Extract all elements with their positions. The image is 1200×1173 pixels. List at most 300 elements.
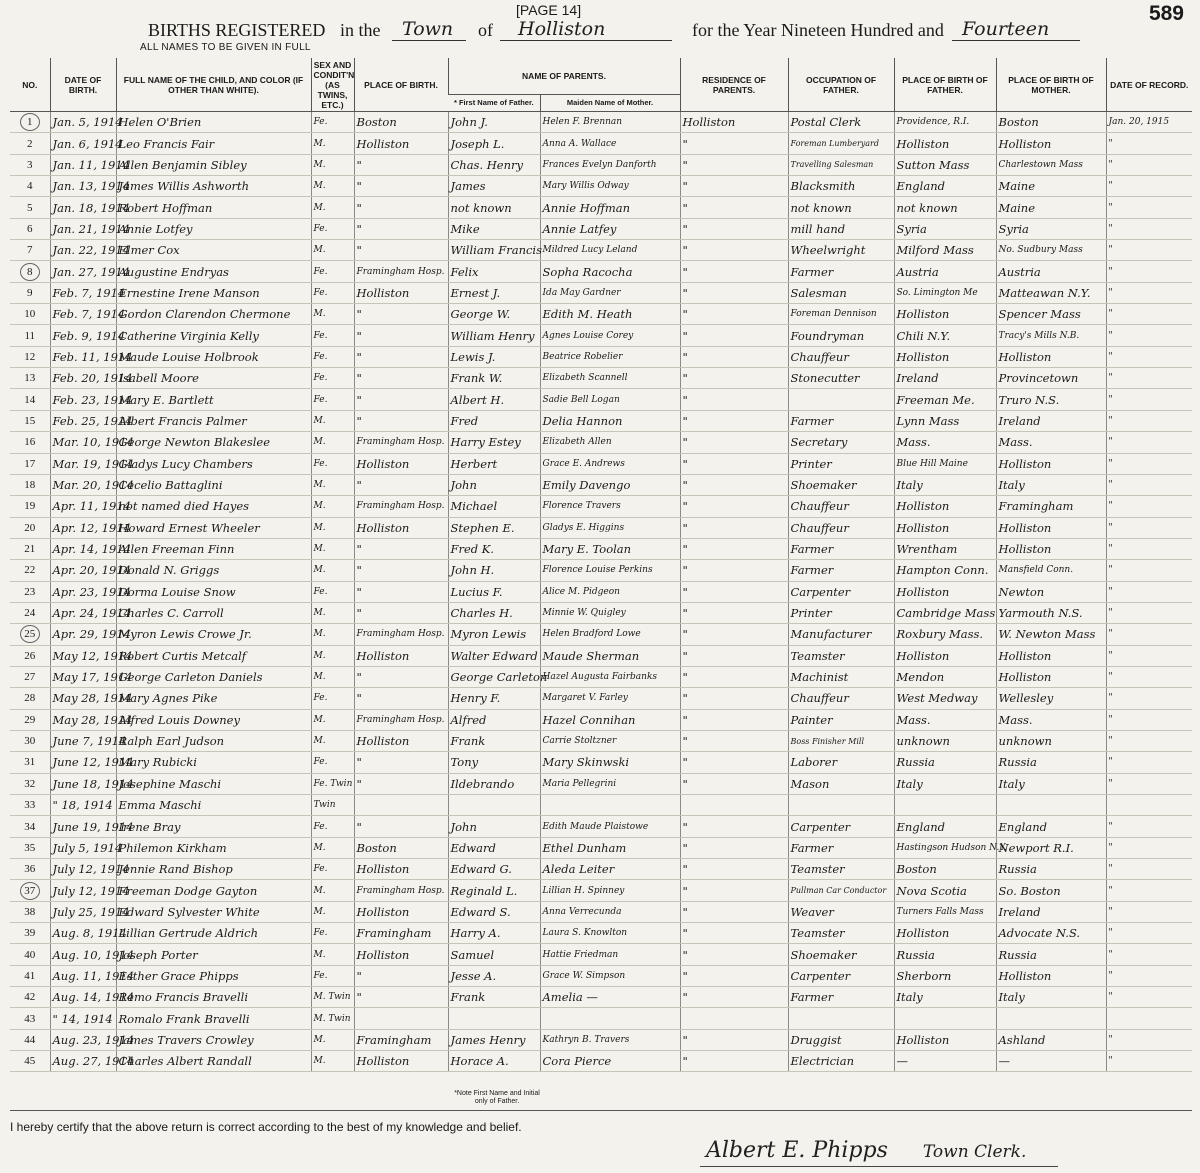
table-cell: M. [311, 944, 354, 965]
row-number: 23 [24, 585, 36, 598]
table-cell: Aug. 23, 1914 [50, 1029, 116, 1050]
table-cell: " [680, 389, 788, 410]
table-cell: Holliston [894, 304, 996, 325]
table-cell: Painter [788, 709, 894, 730]
table-cell: Feb. 9, 1914 [50, 325, 116, 346]
table-cell [10, 325, 50, 346]
table-cell: " [1106, 197, 1192, 218]
table-cell: M. [311, 709, 354, 730]
row-number: 11 [24, 329, 36, 342]
table-cell: Frank W. [448, 368, 540, 389]
table-cell: Russia [894, 944, 996, 965]
table-cell: Fe. [311, 368, 354, 389]
table-cell: " [1106, 624, 1192, 645]
table-cell: " [680, 240, 788, 261]
row-number: 21 [24, 543, 36, 556]
table-cell: Holliston [354, 133, 448, 154]
table-cell: Alice M. Pidgeon [540, 581, 680, 602]
table-cell: Farmer [788, 987, 894, 1008]
row-number: 6 [27, 222, 33, 235]
table-cell: Carrie Stoltzner [540, 730, 680, 751]
table-row [10, 880, 1192, 901]
table-row [10, 154, 1192, 175]
table-cell: Cambridge Mass [894, 602, 996, 623]
table-cell [1106, 1008, 1192, 1029]
table-cell: Advocate N.S. [996, 923, 1106, 944]
table-cell: Shoemaker [788, 474, 894, 495]
table-cell: Holliston [996, 453, 1106, 474]
table-cell: " [680, 901, 788, 922]
table-cell: " [1106, 730, 1192, 751]
table-cell: Sopha Racocha [540, 261, 680, 282]
row-number: 29 [24, 713, 36, 726]
row-number: 34 [24, 820, 36, 833]
table-cell: Fe. [311, 346, 354, 367]
table-cell: Edward Sylvester White [116, 901, 311, 922]
table-cell: Mary Rubicki [116, 752, 311, 773]
table-cell: Lillian H. Spinney [540, 880, 680, 901]
table-row [10, 560, 1192, 581]
table-row [10, 325, 1192, 346]
table-cell: Farmer [788, 560, 894, 581]
table-cell: " [354, 346, 448, 367]
table-cell: Annie Lotfey [116, 218, 311, 239]
table-cell: Ireland [894, 368, 996, 389]
table-cell: Laura S. Knowlton [540, 923, 680, 944]
table-cell: Florence Louise Perkins [540, 560, 680, 581]
table-cell [10, 154, 50, 175]
table-cell: James [448, 176, 540, 197]
table-cell: Edward G. [448, 859, 540, 880]
table-cell: John [448, 816, 540, 837]
table-cell: Feb. 20, 1914 [50, 368, 116, 389]
table-cell: Framingham [354, 923, 448, 944]
table-cell: Feb. 7, 1914 [50, 304, 116, 325]
table-cell: Mar. 10, 1914 [50, 432, 116, 453]
table-cell: not known [894, 197, 996, 218]
row-number: 4 [27, 180, 33, 193]
table-row [10, 112, 1192, 133]
table-cell: Holliston [996, 538, 1106, 559]
table-cell [10, 517, 50, 538]
table-cell: Russia [996, 944, 1106, 965]
table-cell: Philemon Kirkham [116, 837, 311, 858]
signature-name: Albert E. Phipps [706, 1138, 888, 1163]
table-cell: Cecelio Battaglini [116, 474, 311, 495]
row-number: 18 [24, 479, 36, 492]
table-cell: " [1106, 816, 1192, 837]
table-cell: Holliston [996, 133, 1106, 154]
table-cell: " [680, 602, 788, 623]
table-cell: Fe. [311, 581, 354, 602]
table-cell: Aug. 10, 1914 [50, 944, 116, 965]
table-cell: " [1106, 389, 1192, 410]
table-cell: Machinist [788, 666, 894, 687]
table-cell: Mary Willis Odway [540, 176, 680, 197]
table-cell [10, 773, 50, 794]
table-cell: Wheelwright [788, 240, 894, 261]
clerk-signature [706, 1138, 1026, 1163]
table-cell: Mass. [996, 432, 1106, 453]
table-cell: " [680, 730, 788, 751]
table-cell: unknown [894, 730, 996, 751]
table-cell: M. [311, 1029, 354, 1050]
table-cell: Charles Albert Randall [116, 1051, 311, 1072]
table-cell: James Willis Ashworth [116, 176, 311, 197]
table-cell: Holliston [894, 645, 996, 666]
table-cell: Margaret V. Farley [540, 688, 680, 709]
table-cell: Mildred Lucy Leland [540, 240, 680, 261]
table-cell: Salesman [788, 282, 894, 303]
table-cell [10, 474, 50, 495]
table-cell: Russia [996, 859, 1106, 880]
table-cell: Mason [788, 773, 894, 794]
table-cell: M. Twin [311, 987, 354, 1008]
table-cell: Italy [996, 987, 1106, 1008]
table-row [10, 688, 1192, 709]
table-cell: Apr. 29, 1914 [50, 624, 116, 645]
table-cell: Teamster [788, 923, 894, 944]
table-cell: Joseph L. [448, 133, 540, 154]
table-cell: Aug. 14, 1914 [50, 987, 116, 1008]
table-cell [448, 1008, 540, 1029]
table-cell: M. [311, 880, 354, 901]
table-row [10, 666, 1192, 687]
table-cell [10, 496, 50, 517]
table-cell: Twin [311, 795, 354, 816]
table-cell: Provincetown [996, 368, 1106, 389]
table-cell: Elizabeth Scannell [540, 368, 680, 389]
table-cell: " [1106, 304, 1192, 325]
table-cell: So. Limington Me [894, 282, 996, 303]
table-cell: Aug. 8, 1914 [50, 923, 116, 944]
table-cell: Chauffeur [788, 517, 894, 538]
table-cell [996, 795, 1106, 816]
row-number: 44 [24, 1033, 36, 1046]
table-cell: Apr. 24, 1914 [50, 602, 116, 623]
table-cell: Myron Lewis [448, 624, 540, 645]
table-cell: Holliston [354, 859, 448, 880]
table-cell: " [1106, 176, 1192, 197]
table-cell: " [680, 560, 788, 581]
table-cell: Maine [996, 176, 1106, 197]
table-cell: So. Boston [996, 880, 1106, 901]
row-number: 5 [27, 201, 33, 214]
table-cell: Druggist [788, 1029, 894, 1050]
table-cell: " [1106, 859, 1192, 880]
table-cell: Alfred [448, 709, 540, 730]
table-cell: Florence Travers [540, 496, 680, 517]
table-cell: " [680, 688, 788, 709]
table-cell: July 25, 1914 [50, 901, 116, 922]
table-cell: Dorma Louise Snow [116, 581, 311, 602]
table-cell: " [354, 176, 448, 197]
table-cell: " [680, 154, 788, 175]
table-cell: Shoemaker [788, 944, 894, 965]
table-cell: Charles C. Carroll [116, 602, 311, 623]
table-cell [10, 965, 50, 986]
table-cell: Jesse A. [448, 965, 540, 986]
table-cell: No. Sudbury Mass [996, 240, 1106, 261]
table-cell: Albert H. [448, 389, 540, 410]
table-cell: M. [311, 666, 354, 687]
table-cell: Italy [894, 773, 996, 794]
table-cell: Weaver [788, 901, 894, 922]
row-number: 40 [24, 948, 36, 961]
table-cell: " 18, 1914 [50, 795, 116, 816]
table-cell: " [354, 965, 448, 986]
table-cell: " [1106, 261, 1192, 282]
table-cell: M. [311, 496, 354, 517]
row-number: 12 [24, 350, 36, 363]
row-number: 19 [24, 500, 36, 513]
year-suffix: Fourteen [962, 18, 1050, 40]
table-cell: Farmer [788, 410, 894, 431]
table-cell: Framingham Hosp. [354, 709, 448, 730]
table-cell: " [680, 517, 788, 538]
table-cell: Fe. [311, 688, 354, 709]
row-number: 8 [20, 263, 40, 281]
table-cell: " [680, 1029, 788, 1050]
table-cell: " [680, 859, 788, 880]
table-cell: Freeman Dodge Gayton [116, 880, 311, 901]
table-cell: " [354, 602, 448, 623]
row-number: 7 [27, 244, 33, 257]
table-cell: Chauffeur [788, 346, 894, 367]
table-cell: M. [311, 432, 354, 453]
table-cell: " [1106, 346, 1192, 367]
table-cell: Frances Evelyn Danforth [540, 154, 680, 175]
table-cell: Helen Bradford Lowe [540, 624, 680, 645]
table-row [10, 709, 1192, 730]
table-cell: Sutton Mass [894, 154, 996, 175]
col-full-name: FULL NAME OF THE CHILD, AND COLOR (IF OTHER THAN WHITE). [116, 58, 311, 112]
table-cell: " 14, 1914 [50, 1008, 116, 1029]
table-cell: Laborer [788, 752, 894, 773]
table-cell: Farmer [788, 837, 894, 858]
table-cell: M. [311, 474, 354, 495]
table-cell: Amelia — [540, 987, 680, 1008]
table-cell: Holliston [894, 923, 996, 944]
table-cell [10, 645, 50, 666]
row-number: 38 [24, 905, 36, 918]
table-cell: not known [448, 197, 540, 218]
table-cell: Jan. 13, 1914 [50, 176, 116, 197]
table-cell: Fe. [311, 923, 354, 944]
title-of: of [478, 20, 493, 40]
table-cell: Hastingson Hudson N.Y. [894, 837, 996, 858]
table-cell: " [1106, 538, 1192, 559]
table-cell: Ernestine Irene Manson [116, 282, 311, 303]
row-number: 28 [24, 692, 36, 705]
table-cell [10, 453, 50, 474]
table-row [10, 240, 1192, 261]
table-cell: " [354, 197, 448, 218]
table-cell: Helen O'Brien [116, 112, 311, 133]
table-cell: Travelling Salesman [788, 154, 894, 175]
table-cell [10, 581, 50, 602]
table-cell [10, 538, 50, 559]
table-cell: " [680, 538, 788, 559]
table-cell: Teamster [788, 645, 894, 666]
table-cell: " [354, 304, 448, 325]
table-cell: Beatrice Robelier [540, 346, 680, 367]
table-cell: " [1106, 1051, 1192, 1072]
table-cell: Foundryman [788, 325, 894, 346]
table-cell: Mike [448, 218, 540, 239]
table-cell: Jan. 18, 1914 [50, 197, 116, 218]
col-father-first: * First Name of Father. [448, 95, 540, 112]
table-cell: not known [788, 197, 894, 218]
table-cell [10, 432, 50, 453]
table-cell: John J. [448, 112, 540, 133]
row-number: 45 [24, 1055, 36, 1068]
table-cell: Stonecutter [788, 368, 894, 389]
table-row [10, 944, 1192, 965]
table-cell: " [354, 474, 448, 495]
table-cell: Carpenter [788, 581, 894, 602]
table-cell: Feb. 11, 1914 [50, 346, 116, 367]
table-cell: Feb. 25, 1914 [50, 410, 116, 431]
col-residence: RESIDENCE OF PARENTS. [680, 58, 788, 112]
table-cell: Josephine Maschi [116, 773, 311, 794]
table-cell: John [448, 474, 540, 495]
table-cell: Esther Grace Phipps [116, 965, 311, 986]
table-cell: Helen F. Brennan [540, 112, 680, 133]
table-cell: " [1106, 666, 1192, 687]
col-mother-birthplace: PLACE OF BIRTH OF MOTHER. [996, 58, 1106, 112]
table-cell [10, 346, 50, 367]
table-cell: James Travers Crowley [116, 1029, 311, 1050]
row-number: 27 [24, 671, 36, 684]
table-cell: Boston [354, 112, 448, 133]
table-cell [996, 1008, 1106, 1029]
table-cell [10, 709, 50, 730]
table-cell: " [354, 560, 448, 581]
table-cell: Michael [448, 496, 540, 517]
table-cell: " [1106, 517, 1192, 538]
table-cell: Newport R.I. [996, 837, 1106, 858]
row-number: 14 [24, 393, 36, 406]
table-cell: Edith Maude Plaistowe [540, 816, 680, 837]
table-cell: Foreman Dennison [788, 304, 894, 325]
table-cell: William Francis [448, 240, 540, 261]
table-cell: " [680, 304, 788, 325]
table-cell: M. [311, 197, 354, 218]
table-cell: Augustine Endryas [116, 261, 311, 282]
table-cell: Chauffeur [788, 688, 894, 709]
table-row [10, 1029, 1192, 1050]
table-cell: — [996, 1051, 1106, 1072]
table-cell: Edward S. [448, 901, 540, 922]
table-cell: May 28, 1914 [50, 688, 116, 709]
table-body [10, 112, 1192, 1072]
table-cell: " [354, 773, 448, 794]
table-cell: " [1106, 923, 1192, 944]
table-cell: Blue Hill Maine [894, 453, 996, 474]
table-cell: Secretary [788, 432, 894, 453]
table-cell: Matteawan N.Y. [996, 282, 1106, 303]
table-cell: Aug. 11, 1914 [50, 965, 116, 986]
table-cell: Holliston [894, 1029, 996, 1050]
col-date-recorded: DATE OF RECORD. [1106, 58, 1192, 112]
table-cell: Italy [894, 987, 996, 1008]
table-cell: Hazel Connihan [540, 709, 680, 730]
table-cell [10, 795, 50, 816]
table-cell: Chas. Henry [448, 154, 540, 175]
table-cell: Wrentham [894, 538, 996, 559]
table-cell: Mass. [894, 432, 996, 453]
table-cell [10, 944, 50, 965]
table-cell: " [680, 261, 788, 282]
table-cell: Austria [894, 261, 996, 282]
table-cell: " [1106, 560, 1192, 581]
table-row [10, 795, 1192, 816]
row-number: 42 [24, 991, 36, 1004]
table-cell: Robert Curtis Metcalf [116, 645, 311, 666]
table-cell: Edith M. Heath [540, 304, 680, 325]
table-cell: M. [311, 624, 354, 645]
col-place-of-birth: PLACE OF BIRTH. [354, 58, 448, 112]
table-cell: Framingham [996, 496, 1106, 517]
table-cell: Providence, R.I. [894, 112, 996, 133]
row-number: 31 [24, 756, 36, 769]
table-cell: " [1106, 496, 1192, 517]
table-cell: Italy [996, 773, 1106, 794]
table-cell [10, 602, 50, 623]
table-cell [894, 1008, 996, 1029]
table-cell: Aug. 27, 1914 [50, 1051, 116, 1072]
table-cell: M. [311, 560, 354, 581]
table-cell: Syria [996, 218, 1106, 239]
table-cell: " [680, 410, 788, 431]
table-cell: Holliston [894, 133, 996, 154]
table-cell: M. [311, 154, 354, 175]
table-cell: Mansfield Conn. [996, 560, 1106, 581]
table-cell: Gladys E. Higgins [540, 517, 680, 538]
table-cell [10, 240, 50, 261]
row-number: 22 [24, 564, 36, 577]
table-cell: " [680, 197, 788, 218]
table-cell: " [354, 154, 448, 175]
table-cell: John H. [448, 560, 540, 581]
table-cell: July 12, 1914 [50, 880, 116, 901]
table-cell: Leo Francis Fair [116, 133, 311, 154]
table-cell [10, 624, 50, 645]
bottom-rule [10, 1110, 1192, 1111]
table-cell: unknown [996, 730, 1106, 751]
table-cell: Fe. [311, 218, 354, 239]
table-cell: Teamster [788, 859, 894, 880]
table-cell [10, 859, 50, 880]
table-cell: Maine [996, 197, 1106, 218]
table-cell: Minnie W. Quigley [540, 602, 680, 623]
row-number: 20 [24, 521, 36, 534]
table-cell: M. [311, 538, 354, 559]
row-number: 37 [20, 882, 40, 900]
table-cell: Mary Skinwski [540, 752, 680, 773]
table-cell: Annie Latfey [540, 218, 680, 239]
row-number: 32 [24, 777, 36, 790]
table-cell: Sherborn [894, 965, 996, 986]
row-number: 41 [24, 969, 36, 982]
table-cell: Newton [996, 581, 1106, 602]
table-cell: Holliston [894, 581, 996, 602]
table-cell: " [680, 496, 788, 517]
table-cell: Hampton Conn. [894, 560, 996, 581]
table-cell: M. Twin [311, 1008, 354, 1029]
row-number: 10 [24, 308, 36, 321]
